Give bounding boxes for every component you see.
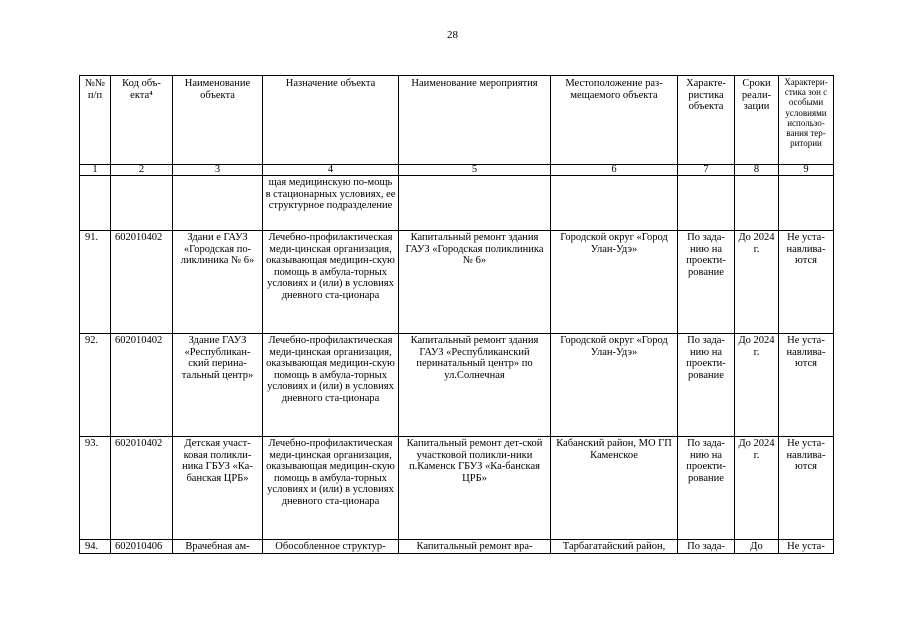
cell-characteristic — [678, 176, 735, 231]
cell-name: Здание ГАУЗ «Республикан-ский перина-тальный центр» — [173, 334, 263, 437]
cell-term: До 2024 г. — [735, 437, 779, 540]
cell-num: 94. — [80, 540, 111, 554]
header-cell-name: Наименование объекта — [173, 76, 263, 165]
cell-location: Кабанский район, МО ГП Каменское — [551, 437, 678, 540]
header-cell-term: Сроки реали-зации — [735, 76, 779, 165]
cell-name: Детская участ-ковая поликли-ника ГБУЗ «Ка-банская ЦРБ» — [173, 437, 263, 540]
cell-location: Городской округ «Город Улан-Удэ» — [551, 231, 678, 334]
cell-code: 602010402 — [111, 231, 173, 334]
header-cell-code: Код объ-екта⁴ — [111, 76, 173, 165]
header-cell-characteristic: Характе-ристика объекта — [678, 76, 735, 165]
cell-characteristic: По зада-нию на проекти-рование — [678, 334, 735, 437]
cell-code — [111, 176, 173, 231]
column-number: 5 — [399, 165, 551, 176]
cell-location: Городской округ «Город Улан-Удэ» — [551, 334, 678, 437]
cell-zones: Не уста-навлива-ются — [779, 231, 834, 334]
cell-characteristic: По зада-нию на проекти-рование — [678, 231, 735, 334]
table-row — [80, 231, 834, 334]
cell-purpose: Лечебно-профилактическая меди-цинская организация, оказывающая медицин-скую помощь в амбула-торных условиях и (или) в условиях дневного ста-ционара — [263, 334, 399, 437]
cell-term — [735, 176, 779, 231]
cell-purpose: Обособленное структур- — [263, 540, 399, 554]
cell-term: До 2024 г. — [735, 231, 779, 334]
cell-num: 91. — [80, 231, 111, 334]
cell-num: 92. — [80, 334, 111, 437]
column-number: 1 — [80, 165, 111, 176]
cell-measure: Капитальный ремонт здания ГАУЗ «Республиканский перинатальный центр» по ул.Солнечная — [399, 334, 551, 437]
page-number: 28 — [447, 29, 458, 41]
cell-code: 602010406 — [111, 540, 173, 554]
column-number: 4 — [263, 165, 399, 176]
cell-measure — [399, 176, 551, 231]
table-row — [80, 334, 834, 437]
cell-name: Здани е ГАУЗ «Городская по-ликлиника № 6» — [173, 231, 263, 334]
cell-characteristic: По зада-нию на проекти-рование — [678, 437, 735, 540]
cell-purpose: щая медицинскую по-мощь в стационарных условиях, ее структурное подразделение — [263, 176, 399, 231]
cell-code: 602010402 — [111, 437, 173, 540]
cell-zones — [779, 176, 834, 231]
cell-location — [551, 176, 678, 231]
column-number: 9 — [779, 165, 834, 176]
continuation-row — [80, 176, 834, 231]
cell-code: 602010402 — [111, 334, 173, 437]
cell-zones: Не уста-навлива-ются — [779, 334, 834, 437]
header-cell-zones: Характери-стика зон с особыми условиями использо-вания тер-ритории — [779, 76, 834, 165]
table-row — [80, 437, 834, 540]
cell-measure: Капитальный ремонт дет-ской участковой поликли-ники п.Каменск ГБУЗ «Ка-банская ЦРБ» — [399, 437, 551, 540]
column-number-row — [80, 165, 834, 176]
cell-measure: Капитальный ремонт вра- — [399, 540, 551, 554]
column-number: 6 — [551, 165, 678, 176]
cell-num: 93. — [80, 437, 111, 540]
cell-location: Тарбагатайский район, — [551, 540, 678, 554]
cell-name — [173, 176, 263, 231]
column-number: 3 — [173, 165, 263, 176]
header-cell-purpose: Назначение объекта — [263, 76, 399, 165]
cell-term: До — [735, 540, 779, 554]
cell-term: До 2024 г. — [735, 334, 779, 437]
cell-measure: Капитальный ремонт здания ГАУЗ «Городская поликлиника № 6» — [399, 231, 551, 334]
cell-purpose: Лечебно-профилактическая меди-цинская организация, оказывающая медицин-скую помощь в амбула-торных условиях и (или) в условиях дневного ста-ционара — [263, 231, 399, 334]
cell-zones: Не уста- — [779, 540, 834, 554]
cell-purpose: Лечебно-профилактическая меди-цинская организация, оказывающая медицин-скую помощь в амбула-торных условиях и (или) в условиях дневного ста-ционара — [263, 437, 399, 540]
column-number: 7 — [678, 165, 735, 176]
objects-table — [79, 75, 834, 554]
cell-zones: Не уста-навлива-ются — [779, 437, 834, 540]
header-cell-measure: Наименование мероприятия — [399, 76, 551, 165]
table-header-row — [80, 76, 834, 165]
header-cell-location: Местоположение раз-мещаемого объекта — [551, 76, 678, 165]
cell-num — [80, 176, 111, 231]
table-row — [80, 540, 834, 554]
cell-name: Врачебная ам- — [173, 540, 263, 554]
header-cell-num: №№ п/п — [80, 76, 111, 165]
column-number: 8 — [735, 165, 779, 176]
cell-characteristic: По зада- — [678, 540, 735, 554]
column-number: 2 — [111, 165, 173, 176]
